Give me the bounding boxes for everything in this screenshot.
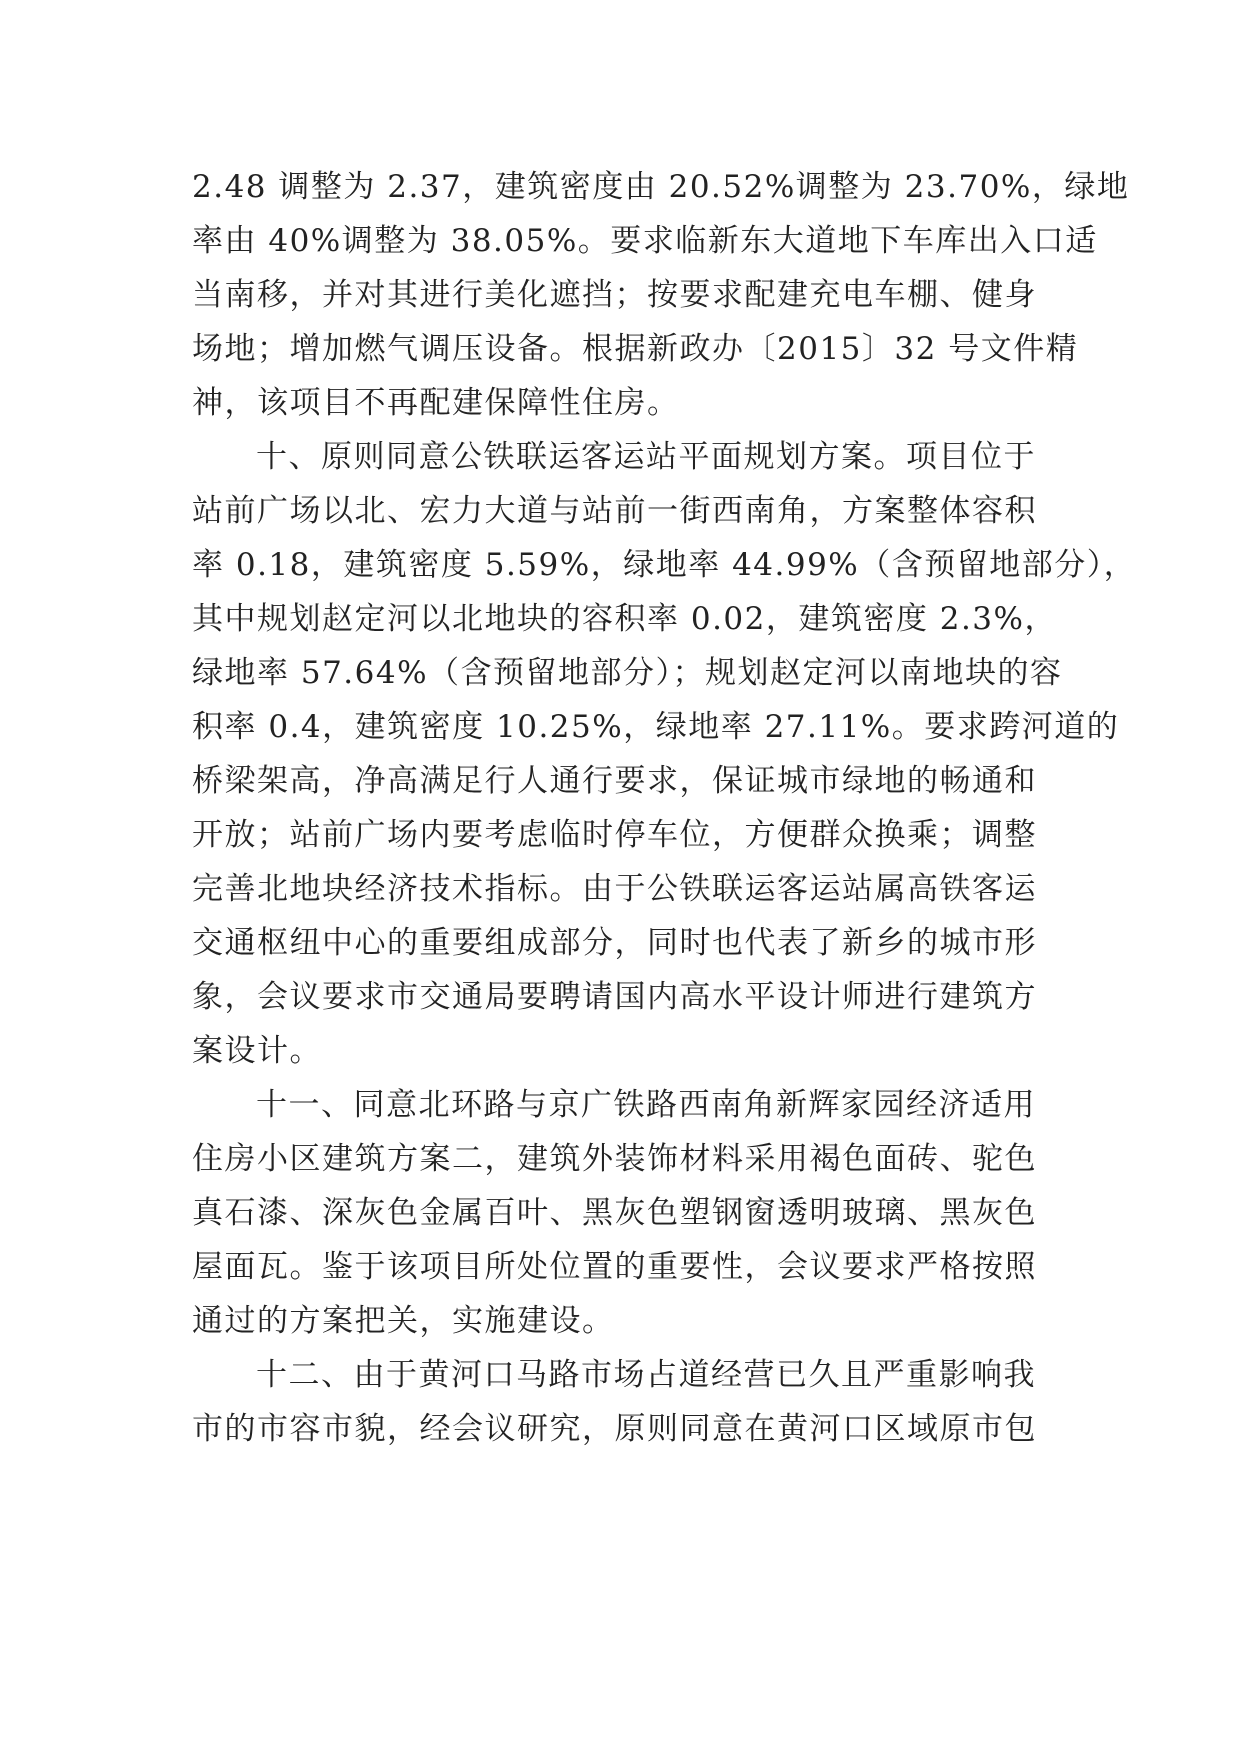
text-line: 住房小区建筑方案二，建筑外装饰材料采用褐色面砖、驼色 <box>192 1141 1037 1177</box>
text-line: 站前广场以北、宏力大道与站前一街西南角，方案整体容积 <box>192 493 1037 529</box>
text-line: 神，该项目不再配建保障性住房。 <box>192 385 680 421</box>
text-line: 屋面瓦。鉴于该项目所处位置的重要性，会议要求严格按照 <box>192 1249 1037 1285</box>
text-line: 案设计。 <box>192 1033 322 1069</box>
document-body <box>192 160 1137 1456</box>
text-line: 场地；增加燃气调压设备。根据新政办〔2015〕32 号文件精 <box>192 331 1079 367</box>
paragraph-start-line: 十、原则同意公铁联运客运站平面规划方案。项目位于 <box>256 439 1036 475</box>
paragraph-start-line: 十一、同意北环路与京广铁路西南角新辉家园经济适用 <box>256 1087 1036 1123</box>
text-line: 交通枢纽中心的重要组成部分，同时也代表了新乡的城市形 <box>192 925 1037 961</box>
text-line: 市的市容市貌，经会议研究，原则同意在黄河口区域原市包 <box>192 1411 1037 1447</box>
text-line: 桥梁架高，净高满足行人通行要求，保证城市绿地的畅通和 <box>192 763 1037 799</box>
text-line: 开放；站前广场内要考虑临时停车位，方便群众换乘；调整 <box>192 817 1037 853</box>
text-line: 真石漆、深灰色金属百叶、黑灰色塑钢窗透明玻璃、黑灰色 <box>192 1195 1037 1231</box>
text-line: 率由 40%调整为 38.05%。要求临新东大道地下车库出入口适 <box>192 223 1098 259</box>
text-line: 完善北地块经济技术指标。由于公铁联运客运站属高铁客运 <box>192 871 1037 907</box>
text-line: 当南移，并对其进行美化遮挡；按要求配建充电车棚、健身 <box>192 277 1037 313</box>
text-line: 通过的方案把关，实施建设。 <box>192 1303 615 1339</box>
text-line: 其中规划赵定河以北地块的容积率 0.02，建筑密度 2.3%， <box>192 601 1057 637</box>
text-line: 积率 0.4，建筑密度 10.25%，绿地率 27.11%。要求跨河道的 <box>192 709 1120 745</box>
text-line: 绿地率 57.64%（含预留地部分）；规划赵定河以南地块的容 <box>192 655 1063 691</box>
text-line: 象，会议要求市交通局要聘请国内高水平设计师进行建筑方 <box>192 979 1037 1015</box>
paragraph-start-line: 十二、由于黄河口马路市场占道经营已久且严重影响我 <box>256 1357 1036 1393</box>
text-line: 率 0.18，建筑密度 5.59%，绿地率 44.99%（含预留地部分）， <box>192 547 1137 583</box>
text-line: 2.48 调整为 2.37，建筑密度由 20.52%调整为 23.70%，绿地 <box>192 169 1130 205</box>
